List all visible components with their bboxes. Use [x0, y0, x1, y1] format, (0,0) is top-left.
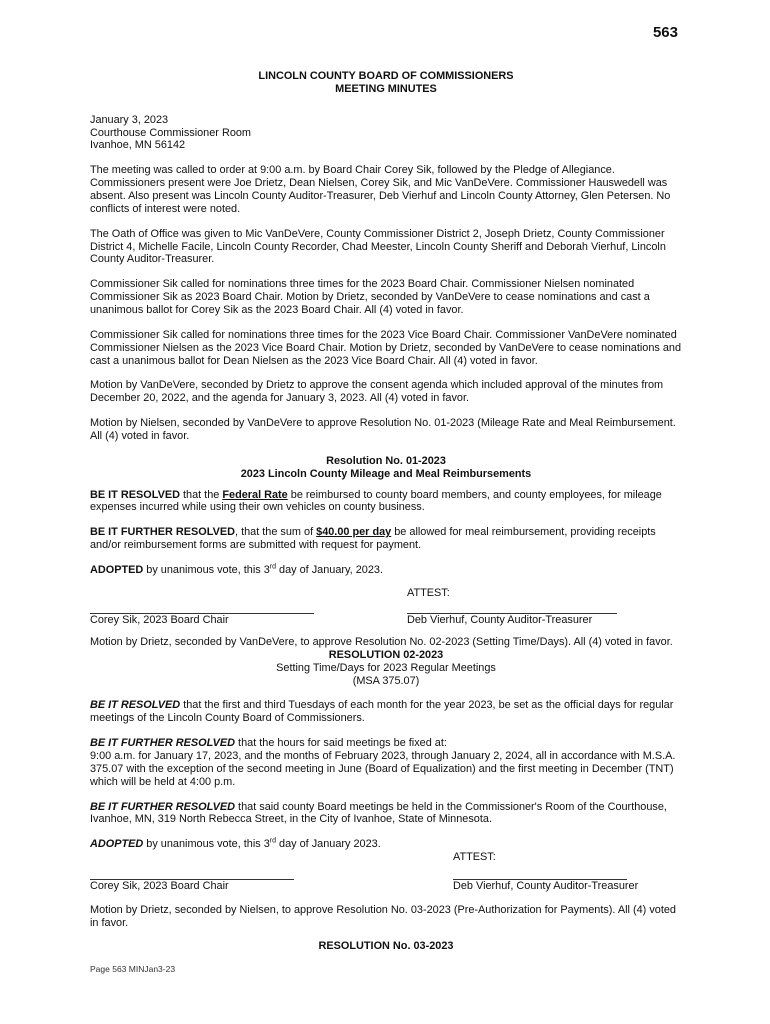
signature-chair: Corey Sik, 2023 Board Chair	[90, 880, 229, 893]
resolution-02-adopted: ADOPTED by unanimous vote, this 3rd day of January 2023.	[90, 837, 381, 851]
resolution-02-subtitle: Setting Time/Days for 2023 Regular Meetings	[276, 661, 496, 674]
resolution-02-title: RESOLUTION 02-2023	[328, 648, 444, 661]
paragraph-oath: The Oath of Office was given to Mic VanDeVere, County Commissioner District 2, Joseph Drietz, County Commissioner District 4, Michelle Facile, Lincoln County Recorder, Chad Meester, Lincoln County Sheriff and Deborah Vierhuf, Lincoln County Auditor-Treasurer.	[90, 227, 666, 266]
resolution-02-attest-row	[90, 851, 682, 863]
meeting-city: Ivanhoe, MN 56142	[90, 139, 186, 152]
resolution-02-statute: (MSA 375.07)	[352, 674, 420, 687]
attest-label: ATTEST:	[407, 586, 450, 599]
page-number: 563	[652, 24, 678, 41]
signature-auditor: Deb Vierhuf, County Auditor-Treasurer	[453, 880, 639, 893]
document-subtitle: MEETING MINUTES	[335, 82, 437, 95]
resolution-01-subtitle: 2023 Lincoln County Mileage and Meal Reimbursements	[240, 467, 532, 480]
resolution-01-attest-row	[90, 587, 682, 599]
meeting-date: January 3, 2023	[90, 113, 169, 126]
resolution-02-clause-c: BE IT FURTHER RESOLVED that said county Board meetings be held in the Commissioner's Room of the Courthouse, Ivanhoe, MN, 319 North Rebecca Street, in the City of Ivanhoe, State of Minnesota.	[90, 800, 667, 826]
resolution-01-title: Resolution No. 01-2023	[326, 454, 446, 467]
paragraph-call-to-order: The meeting was called to order at 9:00 a.m. by Board Chair Corey Sik, followed by the Pledge of Allegiance. Commissioners present were Joe Drietz, Dean Nielsen, Corey Sik, and Mic VanDeVere. Commissioner Hauswedell was absent. Also present was Lincoln County Auditor-Treasurer, Deb Vierhuf and Lincoln County Attorney, Glen Petersen. No conflicts of interest were noted.	[90, 164, 671, 215]
meeting-location: Courthouse Commissioner Room	[90, 126, 251, 139]
resolution-01-adopted: ADOPTED by unanimous vote, this 3rd day of January, 2023.	[90, 563, 383, 577]
paragraph-vice-chair: Commissioner Sik called for nominations three times for the 2023 Vice Board Chair. Commissioner VanDeVere nominated Commissioner Nielsen as the 2023 Vice Board Chair. Motion by Drietz, seconded by VanDeVere to cease nominations and cast a unanimous ballot for Dean Nielsen as the 2023 Vice Board Chair. All (4) voted in favor.	[90, 328, 682, 367]
resolution-01-clause-a: BE IT RESOLVED that the Federal Rate be reimbursed to county board members, and county employees, for mileage expenses incurred while using their own vehicles on county business.	[90, 488, 662, 514]
paragraph-consent-agenda: Motion by VanDeVere, seconded by Drietz to approve the consent agenda which included approval of the minutes from December 20, 2022, and the agenda for January 3, 2023. All (4) voted in favor.	[90, 379, 664, 405]
resolution-01-signatures	[90, 614, 682, 626]
resolution-03-title: RESOLUTION No. 03-2023	[318, 939, 454, 952]
attest-label: ATTEST:	[453, 851, 496, 864]
paragraph-resolution-03-motion: Motion by Drietz, seconded by Nielsen, to approve Resolution No. 03-2023 (Pre-Authorization for Payments). All (4) voted in favor.	[90, 904, 676, 929]
page-footer: Page 563 MINJan3-23	[90, 964, 176, 974]
resolution-02-clause-a: BE IT RESOLVED that the first and third Tuesdays of each month for the year 2023, be set as the official days for regular meetings of the Lincoln County Board of Commissioners.	[90, 699, 674, 725]
resolution-01-clause-b: BE IT FURTHER RESOLVED, that the sum of $40.00 per day be allowed for meal reimbursement, providing receipts and/or reimbursement forms are submitted with request for payment.	[90, 526, 656, 552]
resolution-02-clause-b: BE IT FURTHER RESOLVED that the hours for said meetings be fixed at: 9:00 a.m. for January 17, 2023, and the months of February 2023, through January 2, 2024, all in accordance with M.S.A. 375.07 with the exception of the second meeting in June (Board of Equalization) and the first meeting in December (TNT) which will be held at 4:00 p.m.	[90, 737, 676, 788]
signature-chair: Corey Sik, 2023 Board Chair	[90, 613, 229, 626]
document-title: LINCOLN COUNTY BOARD OF COMMISSIONERS	[258, 70, 514, 82]
minutes-document	[90, 70, 682, 953]
paragraph-resolution-02-motion: Motion by Drietz, seconded by VanDeVere, to approve Resolution No. 02-2023 (Setting Time/Days). All (4) voted in favor.	[90, 635, 673, 648]
signature-auditor: Deb Vierhuf, County Auditor-Treasurer	[407, 613, 593, 626]
paragraph-resolution-01-motion: Motion by Nielsen, seconded by VanDeVere to approve Resolution No. 01-2023 (Mileage Rate and Meal Reimbursement. All (4) voted in favor.	[90, 417, 676, 443]
paragraph-board-chair: Commissioner Sik called for nominations three times for the 2023 Board Chair. Commissioner Nielsen nominated Commissioner Sik as 2023 Board Chair. Motion by Drietz, seconded by VanDeVere to cease nominations and cast a unanimous ballot for Corey Sik as the 2023 Board Chair. All (4) voted in favor.	[90, 278, 650, 317]
resolution-02-signatures	[90, 880, 682, 892]
